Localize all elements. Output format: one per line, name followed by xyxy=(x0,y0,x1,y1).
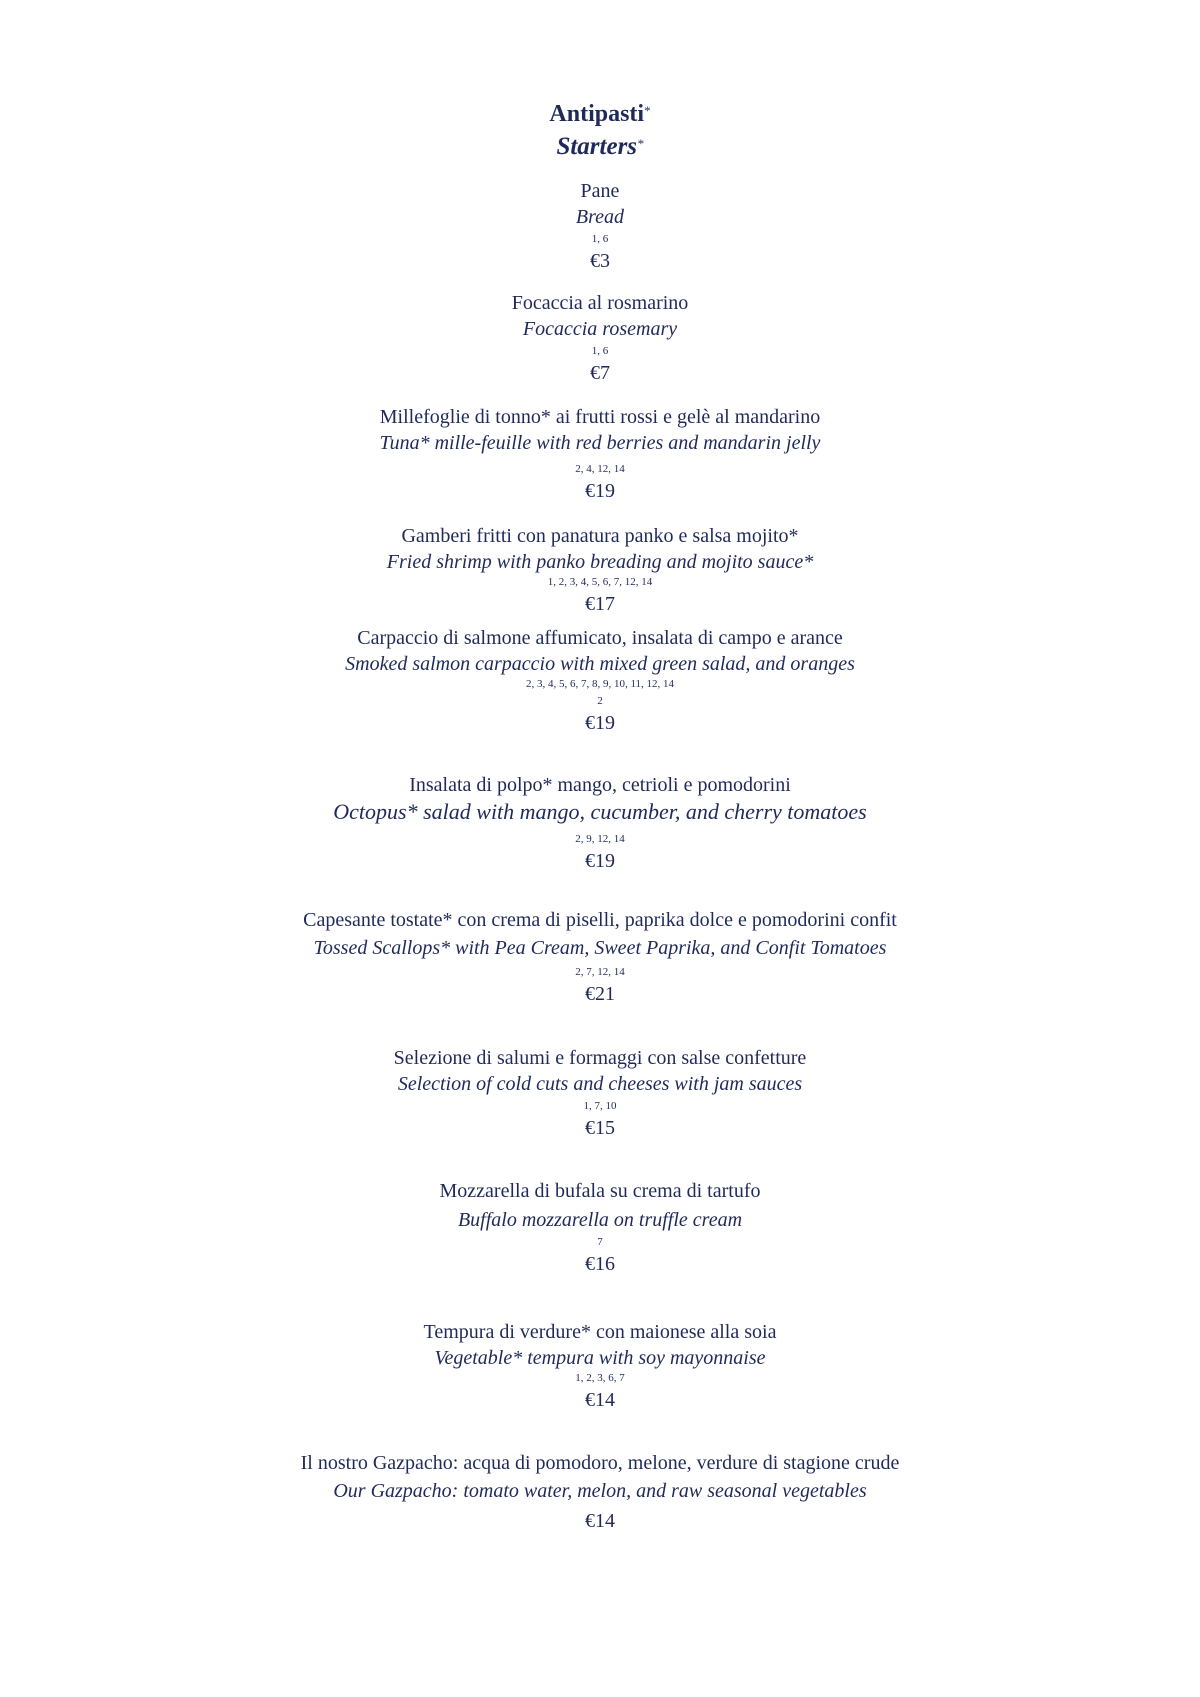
dish-price: €21 xyxy=(585,983,615,1005)
dish-name-italian: Il nostro Gazpacho: acqua di pomodoro, melone, verdure di stagione crude xyxy=(300,1452,900,1474)
menu-item xyxy=(0,178,1200,274)
section-header xyxy=(0,96,1200,162)
menu-item xyxy=(0,907,1200,1007)
dish-name-italian: Selezione di salumi e formaggi con salse confetture xyxy=(393,1047,807,1069)
title-it-star: * xyxy=(644,103,651,118)
dish-name-italian: Focaccia al rosmarino xyxy=(511,292,689,314)
allergen-codes: 1, 6 xyxy=(591,233,609,245)
dish-name-english: Focaccia rosemary xyxy=(522,318,678,340)
title-it-text: Antipasti xyxy=(549,101,645,127)
allergen-codes: 1, 2, 3, 6, 7 xyxy=(575,1372,625,1384)
allergen-codes-extra: 2 xyxy=(597,695,603,707)
dish-price: €15 xyxy=(585,1117,615,1139)
menu-item xyxy=(0,290,1200,386)
menu-item xyxy=(0,1178,1200,1277)
dish-price: €14 xyxy=(585,1389,615,1411)
dish-name-italian: Pane xyxy=(580,180,620,202)
dish-price: €17 xyxy=(585,593,615,615)
dish-name-english: Octopus* salad with mango, cucumber, and cherry tomatoes xyxy=(333,799,867,824)
section-title-english xyxy=(0,129,1200,162)
allergen-codes: 2, 7, 12, 14 xyxy=(575,966,625,978)
dish-price: €3 xyxy=(590,250,610,272)
dish-name-italian: Millefoglie di tonno* ai frutti rossi e gelè al mandarino xyxy=(379,406,821,428)
dish-name-english: Our Gazpacho: tomato water, melon, and raw seasonal vegetables xyxy=(333,1480,867,1502)
menu-item xyxy=(0,404,1200,504)
dish-name-english: Bread xyxy=(575,206,625,228)
dish-name-italian: Gamberi fritti con panatura panko e salsa mojito* xyxy=(401,525,799,547)
dish-name-italian: Tempura di verdure* con maionese alla soia xyxy=(423,1321,777,1343)
menu-item xyxy=(0,772,1200,874)
dish-price: €19 xyxy=(585,712,615,734)
dish-name-english: Selection of cold cuts and cheeses with jam sauces xyxy=(397,1073,803,1095)
allergen-codes: 1, 7, 10 xyxy=(583,1100,617,1112)
allergen-codes: 2, 4, 12, 14 xyxy=(575,463,625,475)
dish-name-english: Tossed Scallops* with Pea Cream, Sweet Paprika, and Confit Tomatoes xyxy=(313,937,887,959)
allergen-codes: 1, 6 xyxy=(591,345,609,357)
allergen-codes: 1, 2, 3, 4, 5, 6, 7, 12, 14 xyxy=(547,576,653,588)
menu-item xyxy=(0,1450,1200,1534)
dish-price: €19 xyxy=(585,480,615,502)
section-title-italian xyxy=(0,96,1200,129)
allergen-codes: 2, 3, 4, 5, 6, 7, 8, 9, 10, 11, 12, 14 xyxy=(525,678,675,690)
dish-price: €16 xyxy=(585,1253,615,1275)
menu-item xyxy=(0,1319,1200,1413)
dish-name-english: Buffalo mozzarella on truffle cream xyxy=(457,1209,743,1231)
title-en-text: Starters xyxy=(556,133,638,160)
menu-item xyxy=(0,1045,1200,1141)
dish-name-english: Smoked salmon carpaccio with mixed green salad, and oranges xyxy=(345,653,855,675)
dish-name-italian: Insalata di polpo* mango, cetrioli e pomodorini xyxy=(409,774,791,796)
dish-name-italian: Carpaccio di salmone affumicato, insalata di campo e arance xyxy=(357,627,843,649)
menu-item xyxy=(0,523,1200,617)
dish-name-italian: Capesante tostate* con crema di piselli, paprika dolce e pomodorini confit xyxy=(303,909,897,931)
allergen-codes: 2, 9, 12, 14 xyxy=(575,833,625,845)
dish-name-italian: Mozzarella di bufala su crema di tartufo xyxy=(439,1180,761,1202)
allergen-codes: 7 xyxy=(597,1236,603,1248)
dish-name-english: Fried shrimp with panko breading and mojito sauce* xyxy=(386,551,814,573)
title-en-star: * xyxy=(637,136,644,151)
dish-price: €7 xyxy=(590,362,610,384)
dish-price: €14 xyxy=(585,1510,615,1532)
menu-item xyxy=(0,625,1200,736)
dish-name-english: Vegetable* tempura with soy mayonnaise xyxy=(434,1347,766,1369)
dish-name-english: Tuna* mille-feuille with red berries and mandarin jelly xyxy=(379,432,821,454)
dish-price: €19 xyxy=(585,850,615,872)
